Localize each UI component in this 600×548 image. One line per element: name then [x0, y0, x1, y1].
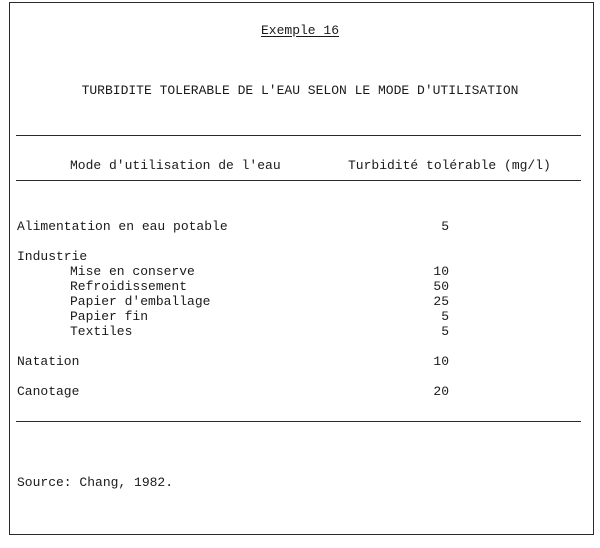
table-title: TURBIDITE TOLERABLE DE L'EAU SELON LE MODE D'UTILISATION [81, 83, 519, 98]
row-label-fine-paper: Papier fin [70, 309, 149, 324]
row-label-boating: Canotage [17, 384, 80, 399]
row-label-swimming: Natation [17, 354, 80, 369]
row-value-swimming: 10 [433, 354, 449, 369]
row-label-textiles: Textiles [70, 324, 133, 339]
rule-bottom [16, 421, 581, 422]
source-note: Source: Chang, 1982. [17, 475, 174, 490]
column-header-use: Mode d'utilisation de l'eau [70, 158, 281, 173]
row-value-canning: 10 [433, 264, 449, 279]
example-title: Exemple 16 [260, 23, 339, 38]
row-value-drinking-water: 5 [441, 219, 449, 234]
row-label-drinking-water: Alimentation en eau potable [17, 219, 228, 234]
row-label-industry: Industrie [17, 249, 88, 264]
row-value-packaging-paper: 25 [433, 294, 449, 309]
row-value-cooling: 50 [433, 279, 449, 294]
row-value-fine-paper: 5 [441, 309, 449, 324]
row-value-boating: 20 [433, 384, 449, 399]
rule-header [16, 180, 581, 181]
column-header-turbidity: Turbidité tolérable (mg/l) [348, 158, 551, 173]
row-value-textiles: 5 [441, 324, 449, 339]
row-label-packaging-paper: Papier d'emballage [70, 294, 211, 309]
row-label-cooling: Refroidissement [70, 279, 188, 294]
rule-top [16, 135, 581, 136]
row-label-canning: Mise en conserve [70, 264, 195, 279]
